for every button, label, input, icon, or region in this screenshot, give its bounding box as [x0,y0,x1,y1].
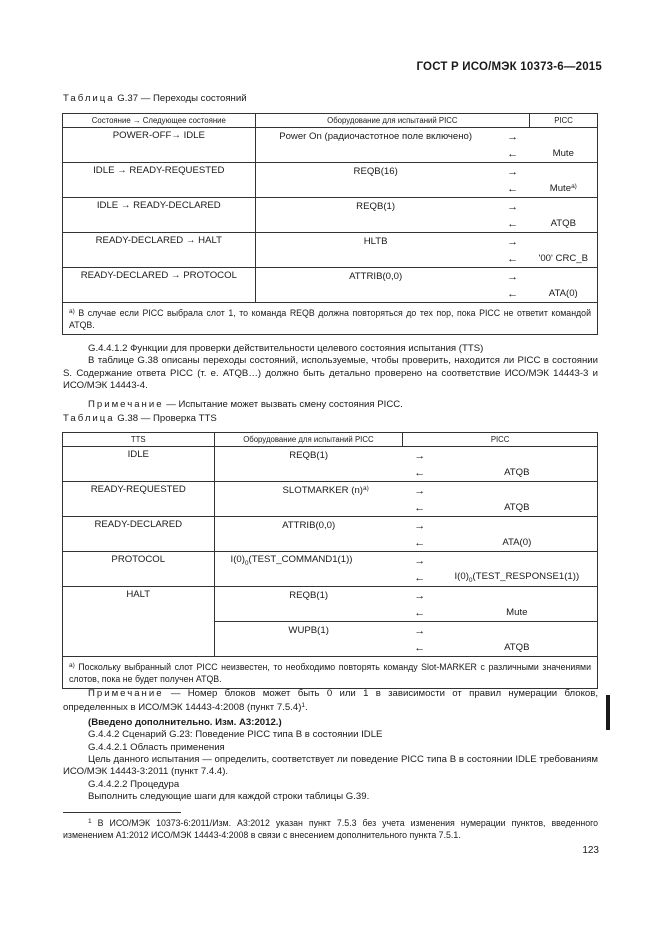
arrow-left-icon: ← [414,641,426,654]
equipment-cell: ATTRIB(0,0) [255,268,496,286]
arrow-right-icon: → [496,198,530,216]
table-row [63,587,598,605]
arrow-right-icon: → [403,622,437,640]
note: Примечание — Испытание может вызвать смену состояния PICC. [88,398,403,410]
arrow-left-icon: ← [414,571,426,584]
footnote-mark: a) [69,308,75,315]
arrow-left-icon: ← [507,287,519,300]
table-row [63,128,598,146]
paragraph: Выполнить следующие шаги для каждой строки таблицы G.39. [88,791,370,803]
picc-cell: ATQB [437,464,598,482]
picc-cell: $I(0)_0(TEST\_RESPONSE1(1))$ [437,569,598,587]
col-header-picc: PICC [530,114,598,128]
section-heading: G.4.4.1.2 Функции для проверки действительности целевого состояния испытания (TTS) [88,343,484,354]
page-number: 123 [582,845,599,856]
state-cell: READY-DECLARED → HALT [63,233,256,268]
arrow-left-icon: ← [414,536,426,549]
arrow-right-icon: → [403,517,437,535]
table-header-row [63,114,598,128]
picc-cell: '00' CRC_B [530,250,598,268]
equipment-cell: ATTRIB(0,0) [214,517,403,535]
col-header-picc: PICC [403,433,598,447]
table-row [63,552,598,570]
arrow-left-icon: ← [507,217,519,230]
section-heading: G.4.4.2 Сценарий G.23: Поведение PICC типа В в состоянии IDLE [88,729,383,741]
table-footnote: $^{a)}$ В случае если PICC выбрала слот 1, то команда REQB должна повторяться до тех пор, пока PICC не ответит командой ATQB. [63,303,598,335]
arrow-right-icon: → [403,552,437,570]
state-cell: IDLE → READY-REQUESTED [63,163,256,198]
arrow-right-icon: → [496,163,530,181]
col-header-equipment: Оборудование для испытаний PICC [214,433,403,447]
table-g37 [62,113,598,335]
section-heading: G.4.4.2.1 Область применения [88,741,225,753]
arrow-left-icon: ← [414,466,426,479]
equipment-cell: REQB(16) [255,163,496,181]
table-row [63,517,598,535]
equipment-cell: HLTB [255,233,496,251]
picc-cell: Mute$^{a)}$ [530,180,598,198]
picc-cell: Mute [530,145,598,163]
arrow-right-icon: → [496,233,530,251]
picc-cell: ATA(0) [530,285,598,303]
table-footnote-row [63,657,598,689]
equipment-cell: REQB(1) [214,447,403,465]
arrow-right-icon: → [403,587,437,605]
table-footnote-row [63,303,598,335]
table-g37-caption [63,93,247,104]
tts-cell: IDLE [63,447,215,482]
note: Примечание — Номер блоков может быть 0 или 1 в зависимости от правил нумерации блоков, определенных в ИСО/МЭК 14443-4:2008 (пункт 7.5.4)$^1$. [63,688,598,714]
picc-cell: Mute [437,604,598,622]
arrow-right-icon: → [403,447,437,465]
state-cell: POWER-OFF→ IDLE [63,128,256,163]
section-heading: G.4.4.2.2 Процедура [88,778,180,790]
arrow-right-icon: → [403,482,437,500]
arrow-left-icon: ← [414,501,426,514]
document-header: ГОСТ Р ИСО/МЭК 10373-6—2015 [416,61,602,73]
arrow-left-icon: ← [507,147,519,160]
table-row [63,163,598,181]
col-header-tts: TTS [63,433,215,447]
table-row [63,482,598,500]
table-row [63,447,598,465]
paragraph: Цель данного испытания — определить, соответствует ли поведение PICC типа В в состоянии IDLE требованиям ИСО/МЭК 14443-3:2011 (пункт 7.4.4). [63,754,598,778]
footnote-ref: 1 [301,702,306,710]
arrow-left-icon: ← [507,252,519,265]
equipment-cell: SLOTMARKER $(n)^{a)}$ [214,482,403,500]
change-bar [606,695,610,730]
tts-cell: READY-REQUESTED [63,482,215,517]
equipment-cell: Power On (радиочастотное поле включено) [255,128,496,146]
equipment-cell: WUPB(1) [214,622,403,640]
col-header-equipment: Оборудование для испытаний PICC [255,114,529,128]
equipment-cell: $I(0)_0(TEST\_COMMAND1(1))$ [214,552,403,570]
page-footnote: $^1$ В ИСО/МЭК 10373-6:2011/Изм. А3:2012 указан пункт 7.5.3 без учета изменения нумерации пунктов, введенного изменением А1:2012 ИСО/МЭК 14443-4:2008 в связи с внесением дополнительного пункта 7.5.1. [63,818,598,840]
footnote-mark: a) [69,662,75,669]
note-label: Примечание [88,398,164,410]
picc-cell: ATQB [437,499,598,517]
footnote-ref: a) [363,485,369,492]
section-text [63,343,598,411]
equipment-cell: REQB(1) [255,198,496,216]
state-cell: READY-DECLARED → PROTOCOL [63,268,256,303]
equipment-cell: REQB(1) [214,587,403,605]
tts-cell: READY-DECLARED [63,517,215,552]
table-row [63,268,598,286]
arrow-right-icon: → [496,268,530,286]
table-header-row [63,433,598,447]
table-footnote: $^{a)}$ Поскольку выбранный слот PICC неизвестен, то необходимо повторять команду Slot-MARKER с различными значениями слотов, пока не будет получен ATQB. [63,657,598,689]
picc-cell: ATQB [530,215,598,233]
table-g38-caption [63,413,217,424]
tts-cell: HALT [63,587,215,657]
footnote-mark: 1 [88,818,92,825]
arrow-left-icon: ← [507,182,519,195]
amendment-note: (Введено дополнительно. Изм. А3:2012.) [88,716,282,728]
table-row [63,198,598,216]
footnote-ref: a) [571,183,577,190]
col-header-state: Состояние → Следующее состояние [63,114,256,128]
arrow-left-icon: ← [414,606,426,619]
caption-text: G.38 — Проверка TTS [114,413,217,424]
tts-cell: PROTOCOL [63,552,215,587]
table-g38 [62,432,598,689]
picc-cell: ATA(0) [437,534,598,552]
paragraph: В таблице G.38 описаны переходы состояний, используемые, чтобы проверить, находится ли PICC в состоянии S. Содержание ответа PICC (т. е. ATQB…) должно быть детально проверено на соответствие ИСО/МЭК 14443-3 и ИСО/МЭК 14443-4. [63,355,598,392]
footnote-divider [63,812,181,813]
state-cell: IDLE → READY-DECLARED [63,198,256,233]
picc-cell: ATQB [437,639,598,657]
bottom-text [63,688,598,804]
note-label: Примечание [88,688,164,699]
caption-text: G.37 — Переходы состояний [114,93,247,104]
arrow-right-icon: → [496,128,530,146]
caption-label: Таблица [63,93,115,104]
table-row [63,233,598,251]
caption-label: Таблица [63,413,115,424]
